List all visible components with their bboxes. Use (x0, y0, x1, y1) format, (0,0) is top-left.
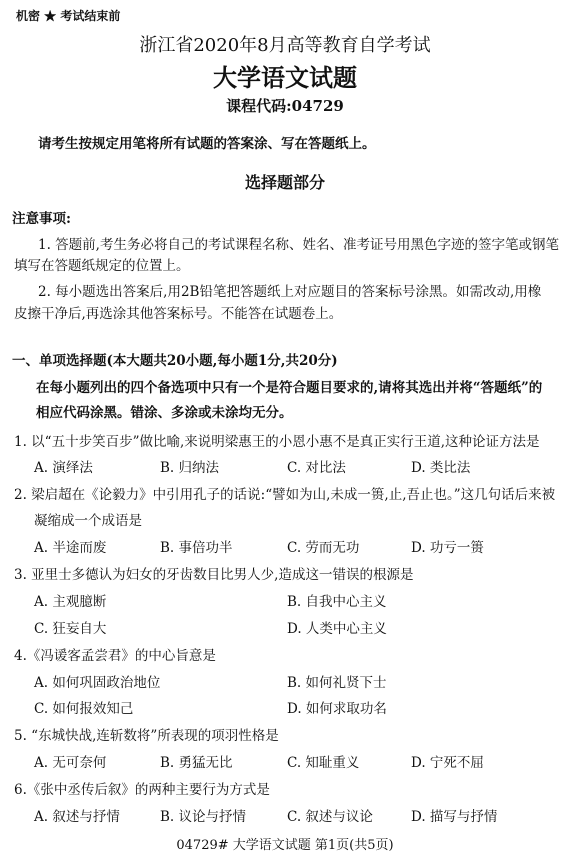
question-1-stem: 1. 以“五十步笑百步”做比喻,来说明梁惠王的小恩小惠不是真正实行王道,这种论证方法是 (14, 434, 540, 450)
question-2-stem-line-2: 凝缩成一个成语是 (34, 513, 142, 529)
exam-instruction: 请考生按规定用笔将所有试题的答案涂、写在答题纸上。 (38, 136, 376, 152)
q2-option-d: D. 功亏一篑 (411, 540, 484, 556)
q3-option-a: A. 主观臆断 (34, 594, 107, 610)
part1-desc-line-1: 在每小题列出的四个备选项中只有一个是符合题目要求的,请将其选出并将“答题纸”的 (36, 380, 543, 396)
q1-option-a: A. 演绎法 (34, 460, 93, 476)
confidential-label: 机密 ★ 考试结束前 (16, 9, 121, 23)
note-2-line-2: 皮擦干净后,再选涂其他答案标号。不能答在试题卷上。 (14, 306, 343, 322)
q6-option-b: B. 议论与抒情 (160, 809, 247, 825)
subject-title: 大学语文试题 (213, 63, 357, 92)
q3-option-d: D. 人类中心主义 (287, 621, 387, 637)
note-1-line-2: 填写在答题纸规定的位置上。 (14, 258, 190, 274)
q4-option-c: C. 如何报效知己 (34, 701, 134, 717)
q1-option-c: C. 对比法 (287, 460, 346, 476)
notes-heading: 注意事项: (12, 211, 71, 227)
q3-option-b: B. 自我中心主义 (287, 594, 387, 610)
question-3-stem: 3. 亚里士多德认为妇女的牙齿数目比男人少,造成这一错误的根源是 (14, 567, 414, 583)
q5-option-b: B. 勇猛无比 (160, 755, 233, 771)
section-title: 选择题部分 (244, 173, 325, 192)
q6-option-a: A. 叙述与抒情 (34, 809, 120, 825)
q4-option-b: B. 如何礼贤下士 (287, 675, 387, 691)
q6-option-d: D. 描写与抒情 (411, 809, 498, 825)
q3-option-c: C. 狂妄自大 (34, 621, 107, 637)
question-2-stem-line-1: 2. 梁启超在《论毅力》中引用孔子的话说:“譬如为山,未成一篑,止,吾止也。”这几句话后来被 (14, 487, 556, 503)
question-4-stem: 4.《冯谖客孟尝君》的中心旨意是 (14, 648, 216, 664)
q5-option-c: C. 知耻重义 (287, 755, 360, 771)
exam-title: 浙江省2020年8月高等教育自学考试 (139, 35, 431, 56)
q5-option-a: A. 无可奈何 (34, 755, 107, 771)
q1-option-d: D. 类比法 (411, 460, 471, 476)
note-1-line-1: 1. 答题前,考生务必将自己的考试课程名称、姓名、准考证号用黑色字迹的签字笔或钢笔 (38, 237, 559, 253)
q2-option-c: C. 劳而无功 (287, 540, 360, 556)
q2-option-a: A. 半途而废 (34, 540, 107, 556)
part1-desc-line-2: 相应代码涂黑。错涂、多涂或未涂均无分。 (36, 405, 293, 421)
page-footer: 04729# 大学语文试题 第1页(共5页) (176, 838, 394, 853)
q4-option-d: D. 如何求取功名 (287, 701, 387, 717)
note-2-line-1: 2. 每小题选出答案后,用2B铅笔把答题纸上对应题目的答案标号涂黑。如需改动,用橡 (38, 284, 542, 300)
q6-option-c: C. 叙述与议论 (287, 809, 373, 825)
question-6-stem: 6.《张中丞传后叙》的两种主要行为方式是 (14, 782, 270, 798)
q1-option-b: B. 归纳法 (160, 460, 220, 476)
q2-option-b: B. 事倍功半 (160, 540, 233, 556)
q4-option-a: A. 如何巩固政治地位 (34, 675, 161, 691)
q5-option-d: D. 宁死不屈 (411, 755, 484, 771)
course-code: 课程代码:04729 (226, 97, 344, 115)
question-5-stem: 5. “东城快战,连斩数将”所表现的项羽性格是 (14, 728, 279, 744)
part1-heading: 一、单项选择题(本大题共20小题,每小题1分,共20分) (12, 353, 338, 369)
